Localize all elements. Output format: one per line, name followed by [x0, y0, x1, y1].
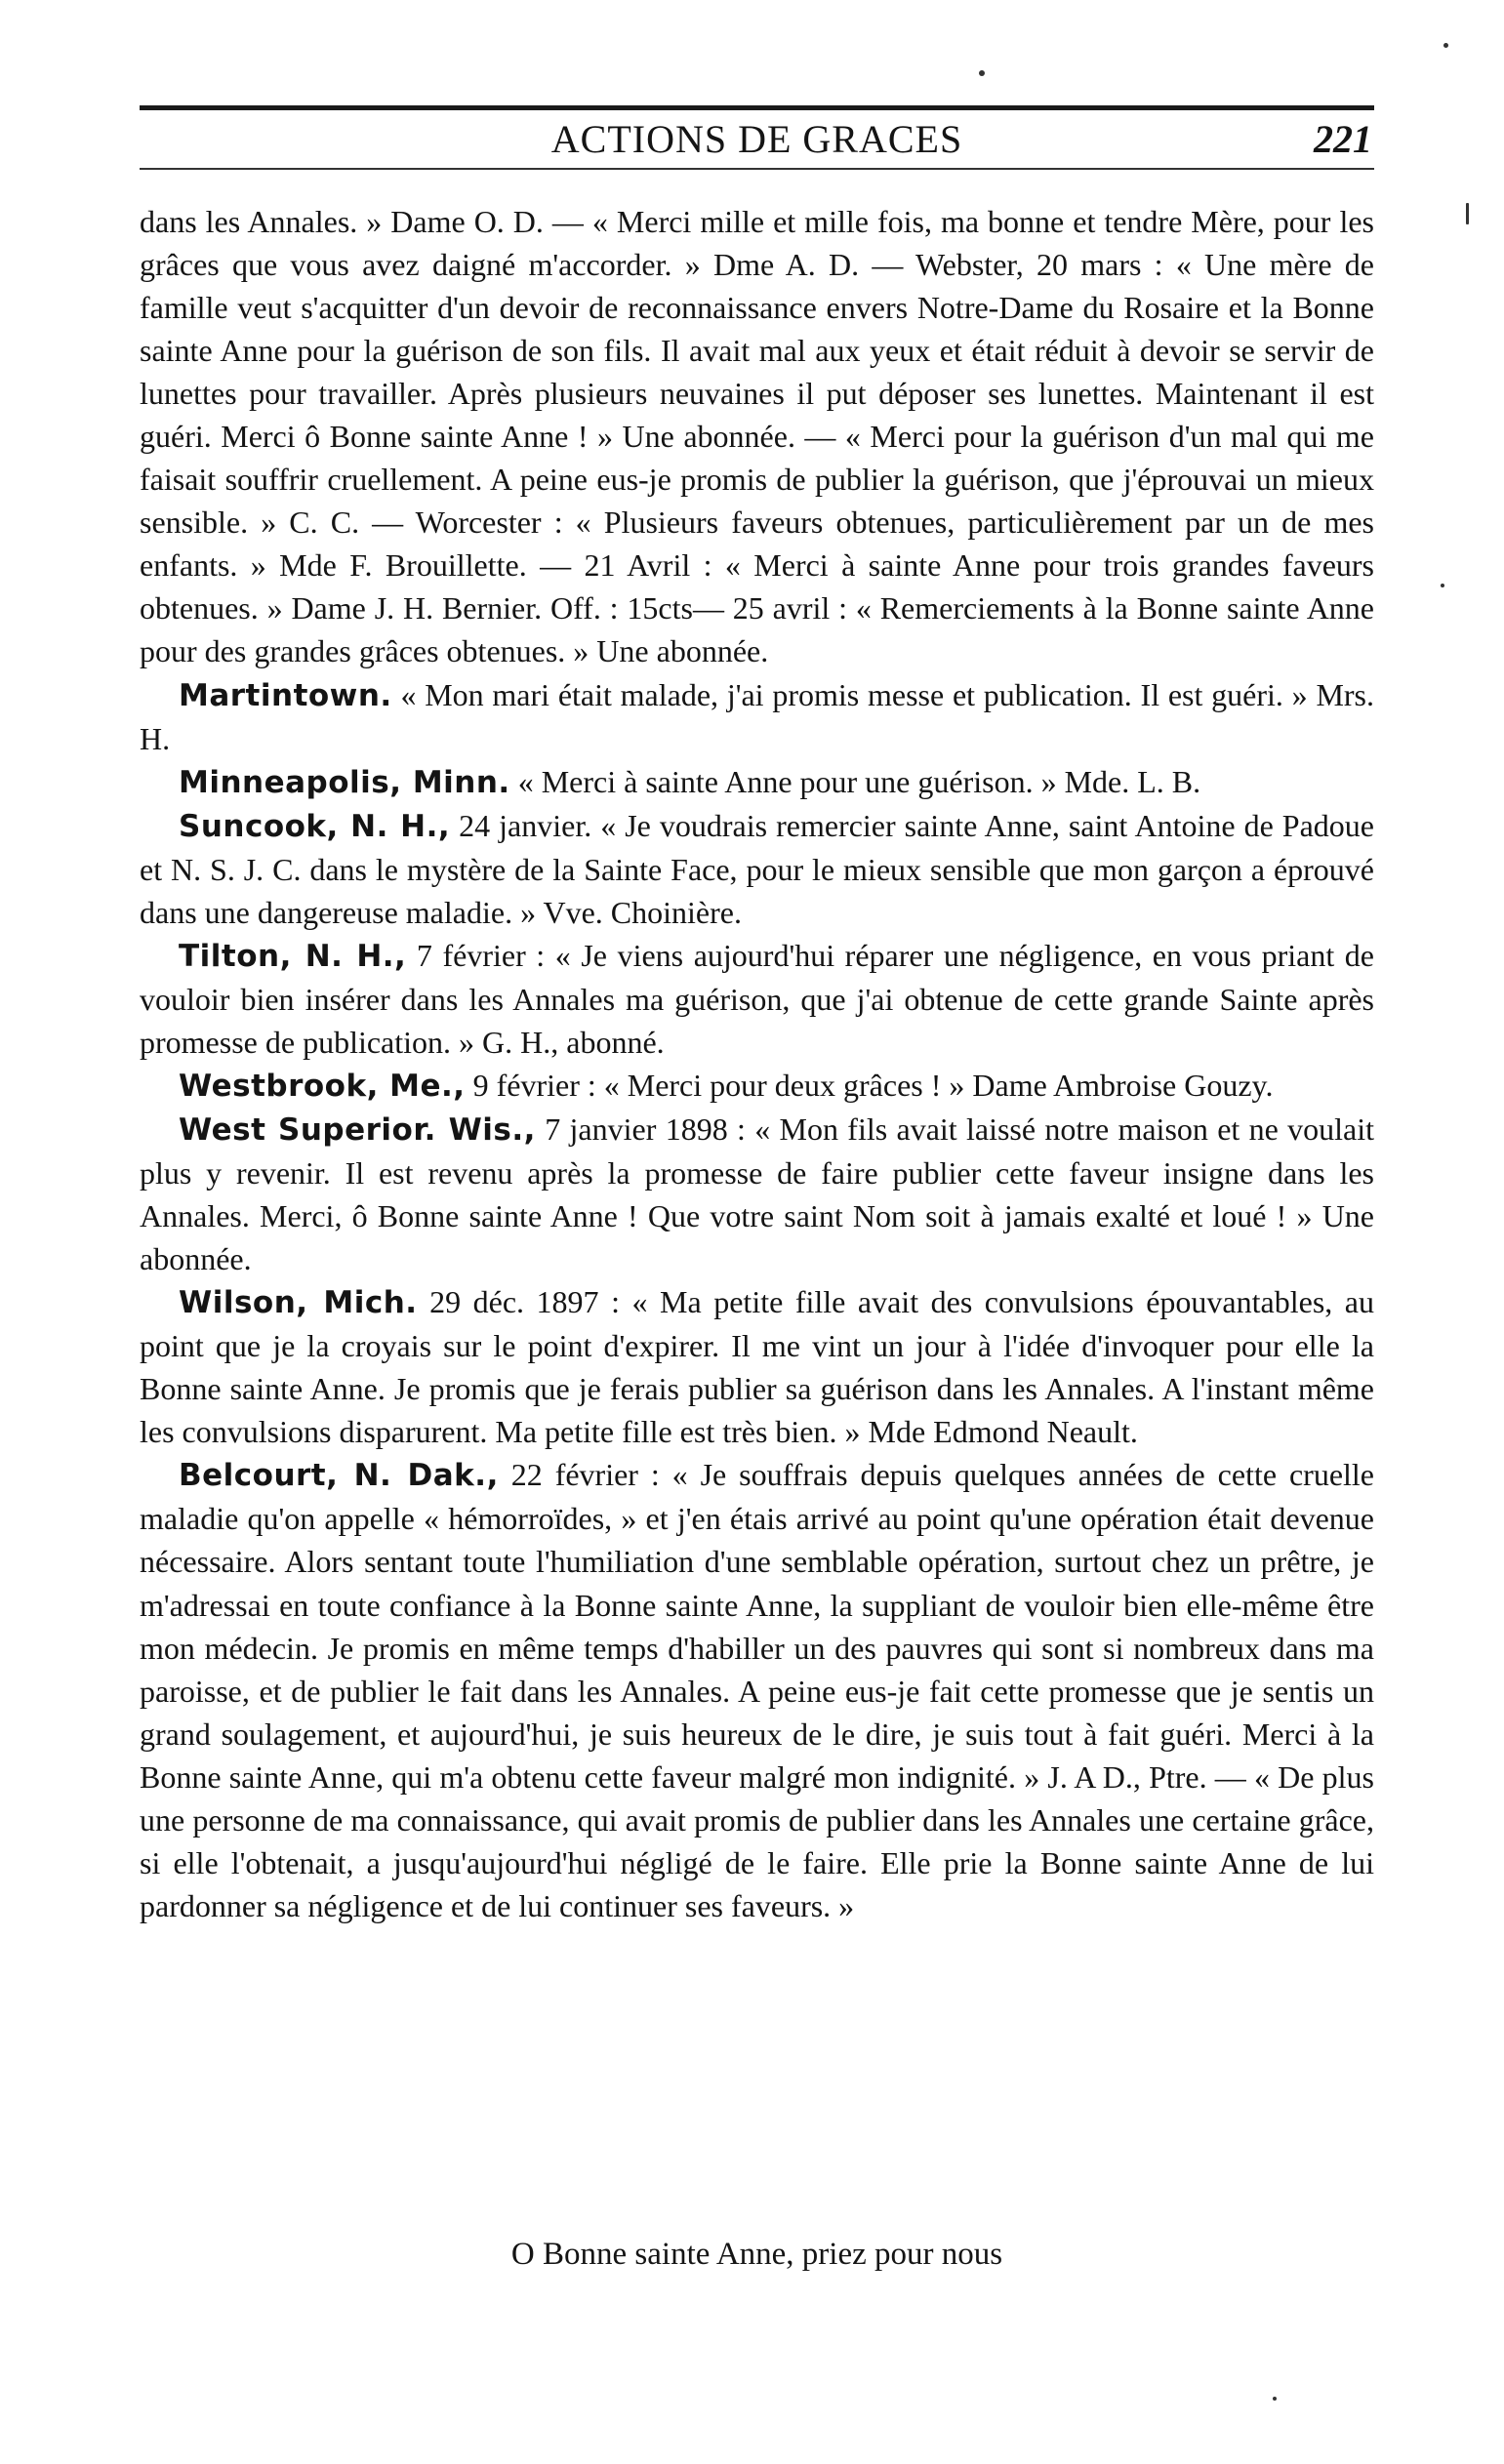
entry-place: Tilton, N. H.,: [179, 938, 407, 974]
entry-place: Westbrook, Me.,: [179, 1068, 466, 1104]
entry-place: West Superior. Wis.,: [179, 1111, 536, 1148]
ink-speck: [1441, 584, 1444, 587]
entry-text: « Merci à sainte Anne pour une guérison. » Mde. L. B.: [517, 763, 1201, 799]
ink-speck: [1466, 203, 1469, 224]
entry-west-superior: [140, 1108, 1374, 1280]
entry-text: 24 janvier. « Je voudrais remercier sainte Anne, saint Antoine de Padoue et N. S. J. C. dans le mystère de la Sainte Face, pour le mieux sensible que mon garçon a éprouvé dans une dangereuse maladie. » Vve. Choinière.: [140, 807, 1374, 930]
entry-wilson: [140, 1280, 1374, 1453]
entry-place: Suncook, N. H.,: [179, 808, 451, 844]
entry-martintown: [140, 673, 1374, 760]
running-head: [140, 115, 1374, 164]
ink-speck: [1443, 43, 1448, 48]
closing-invocation: O Bonne sainte Anne, priez pour nous: [510, 2237, 1003, 2272]
entry-place: Wilson, Mich.: [179, 1285, 418, 1321]
entry-text: « Mon mari était malade, j'ai promis messe et publication. Il est guéri. » Mrs. H.: [140, 676, 1375, 756]
entry-belcourt: [140, 1453, 1374, 1927]
ink-speck: [979, 70, 985, 76]
entry-suncook: [140, 804, 1374, 934]
entry-text: 29 déc. 1897 : « Ma petite fille avait des convulsions épouvantables, au point que je la croyais sur le point d'expirer. Il me vint un jour à l'idée d'invoquer pour elle la Bonne sainte Anne. Je promis que je ferais publier sa guérison dans les Annales. A l'instant même les convulsions disparurent. Ma petite fille est très bien. » Mde Edmond Neault.: [140, 1284, 1375, 1450]
ink-speck: [1273, 2397, 1277, 2401]
article-body: [140, 200, 1374, 1927]
entry-tilton: [140, 934, 1374, 1064]
header-top-rule: [140, 105, 1374, 110]
header-bottom-rule: [140, 168, 1374, 170]
entry-place: Minneapolis, Minn.: [179, 764, 510, 800]
entry-text: dans les Annales. » Dame O. D. — « Merci mille et mille fois, ma bonne et tendre Mère, pour les grâces que vous avez daigné m'accorder. » Dme A. D. — Webster, 20 mars : « Une mère de famille veut s'acquitter d'un devoir de reconnaissance envers Notre-Dame du Rosaire et la Bonne sainte Anne pour la guérison de son fils. Il avait mal aux yeux et était réduit à devoir se servir de lunettes pour travailler. Après plusieurs neuvaines il put déposer ses lunettes. Maintenant il est guéri. Merci ô Bonne sainte Anne ! » Une abonnée. — « Merci pour la guérison d'un mal qui me faisait souffrir cruellement. A peine eus-je promis de publier la guérison, que j'éprouvai un mieux sensible. » C. C. — Worcester : « Plusieurs faveurs obtenues, particulièrement par un de mes enfants. » Mde F. Brouillette. — 21 Avril : « Merci à sainte Anne pour trois grandes faveurs obtenues. » Dame J. H. Bernier. Off. : 15cts— 25 avril : « Remerciements à la Bonne sainte Anne pour des grandes grâces obtenues. » Une abonnée.: [140, 204, 1374, 669]
entry-text: 7 janvier 1898 : « Mon fils avait laissé notre maison et ne voulait plus y revenir. Il est revenu après la promesse de faire publier cette faveur insigne dans les Annales. Merci, ô Bonne sainte Anne ! Que votre saint Nom soit à jamais exalté et loué ! » Une abonnée.: [140, 1111, 1375, 1277]
entry-continuation: [140, 200, 1374, 673]
entry-text: 9 février : « Merci pour deux grâces ! » Dame Ambroise Gouzy.: [472, 1067, 1274, 1103]
entry-minneapolis: [140, 760, 1374, 804]
entry-westbrook: [140, 1064, 1374, 1108]
page-number: 221: [1314, 117, 1372, 161]
entry-text: 7 février : « Je viens aujourd'hui réparer une négligence, en vous priant de vouloir bien insérer dans les Annales ma guérison, que j'ai obtenue de cette grande Sainte après promesse de publication. » G. H., abonné.: [140, 937, 1374, 1060]
running-title: ACTIONS DE GRACES: [550, 117, 963, 161]
entry-text: 22 février : « Je souffrais depuis quelques années de cette cruelle maladie qu'on appelle « hémorroïdes, » et j'en étais arrivé au point qu'une opération était devenue nécessaire. Alors sentant toute l'humiliation d'une semblable opération, surtout chez un prêtre, je m'adressai en toute confiance à la Bonne sainte Anne, la suppliant de vouloir bien elle-même être mon médecin. Je promis en même temps d'habiller un des pauvres qui sont si nombreux dans ma paroisse, et de publier le fait dans les Annales. A peine eus-je fait cette promesse que je sentis un grand soulagement, et aujourd'hui, je suis heureux de le dire, je suis tout à fait guéri. Merci à la Bonne sainte Anne, qui m'a obtenu cette faveur malgré mon indignité. » J. A D., Ptre. — « De plus une personne de ma connaissance, qui avait promis de publier dans les Annales une certaine grâce, si elle l'obtenait, a jusqu'aujourd'hui négligé de le faire. Elle prie la Bonne sainte Anne de lui pardonner sa négligence et de lui continuer ses faveurs. »: [140, 1457, 1375, 1923]
entry-place: Martintown.: [179, 677, 392, 713]
entry-place: Belcourt, N. Dak.,: [179, 1458, 499, 1494]
